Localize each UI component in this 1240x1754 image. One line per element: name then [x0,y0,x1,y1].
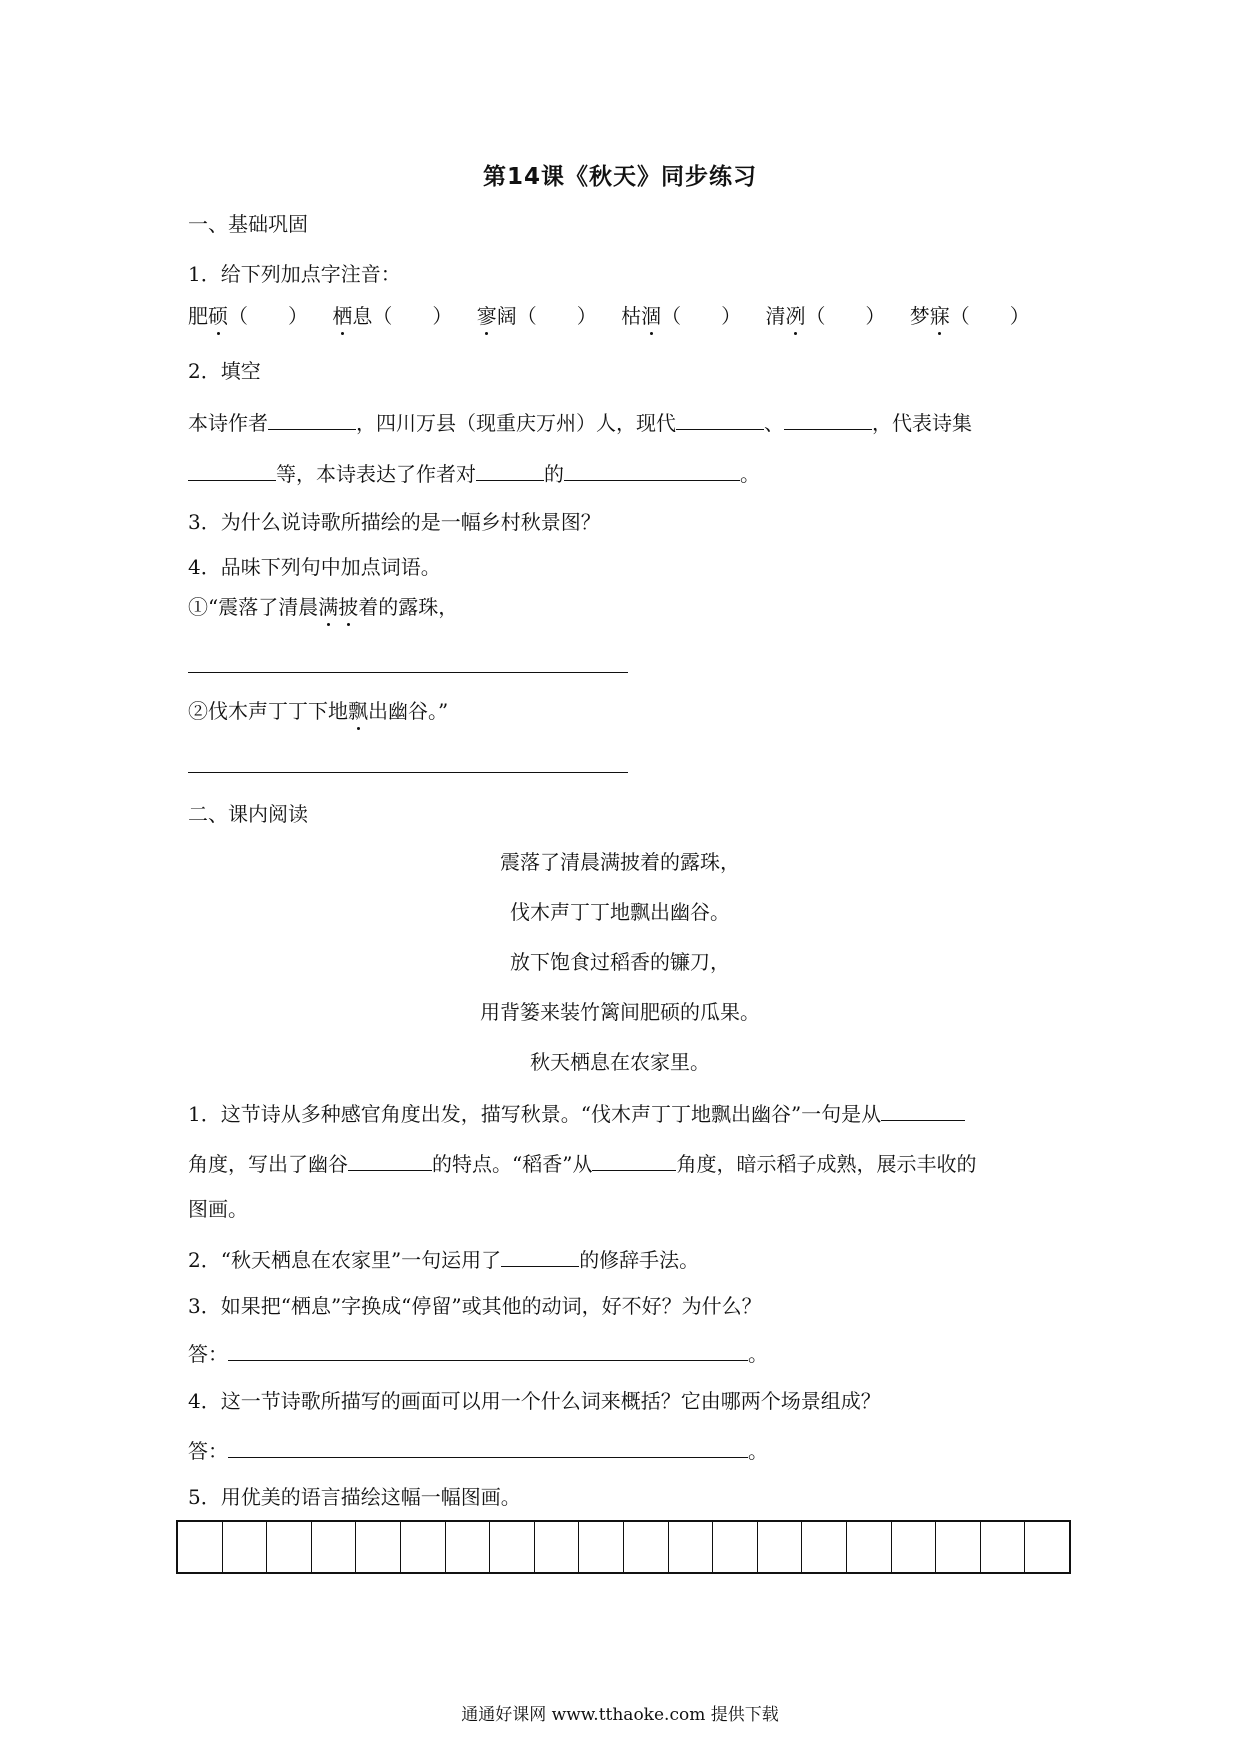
answer-line-q3: 答： 。 [188,1338,768,1368]
grid-cell[interactable] [892,1522,937,1572]
reading-question-5: 5．用优美的语言描绘这幅一幅图画。 [188,1485,521,1509]
dotted-char: 满 [318,595,339,619]
grid-cell[interactable] [802,1522,847,1572]
page-title: 第14课《秋天》同步练习 [482,164,757,190]
pinyin-item: 梦寐（ ） [909,304,1030,328]
reading-question-2: 2．“秋天栖息在农家里”一句运用了 的修辞手法。 [188,1244,699,1274]
grid-cell[interactable] [490,1522,535,1572]
answer-blank[interactable] [501,1244,579,1267]
answer-blank[interactable] [592,1148,676,1171]
pinyin-item: 栖息（ ） [332,304,453,328]
answer-blank[interactable] [881,1098,965,1121]
grid-cell[interactable] [178,1522,223,1572]
grid-cell[interactable] [624,1522,669,1572]
answer-blank[interactable] [228,1435,748,1458]
grid-cell[interactable] [758,1522,803,1572]
section2-heading: 二、课内阅读 [188,802,308,826]
section1-heading: 一、基础巩固 [188,212,308,236]
dotted-char: 寐 [929,304,950,328]
answer-blank[interactable] [564,458,740,481]
answer-blank[interactable] [784,407,872,430]
writing-grid[interactable] [176,1520,1071,1574]
grid-cell[interactable] [401,1522,446,1572]
grid-cell[interactable] [936,1522,981,1572]
answer-blank[interactable] [676,407,764,430]
reading-question-1-line-2: 角度，写出了幽谷 的特点。“稻香”从 角度，暗示稻子成熟，展示丰收的 [188,1148,976,1178]
answer-blank[interactable] [188,458,276,481]
answer-blank[interactable] [476,458,544,481]
grid-cell[interactable] [267,1522,312,1572]
grid-cell[interactable] [847,1522,892,1572]
reading-question-1-line-3: 图画。 [188,1197,248,1221]
fill-in-line-2: 等，本诗表达了作者对 的 。 [188,458,760,488]
pinyin-item: 清冽（ ） [765,304,886,328]
dotted-char: 涸 [641,304,662,328]
grid-cell[interactable] [356,1522,401,1572]
poem-line: 用背篓来装竹篱间肥硕的瓜果。 [480,1000,760,1024]
question-4-sentence-1: ①“震落了清晨满披着的露珠， [188,595,459,619]
grid-cell[interactable] [223,1522,268,1572]
grid-cell[interactable] [579,1522,624,1572]
poem-line: 震落了清晨满披着的露珠， [500,850,740,874]
poem-line: 秋天栖息在农家里。 [530,1050,710,1074]
pinyin-item: 枯涸（ ） [621,304,742,328]
question-2-label: 2．填空 [188,359,261,383]
answer-line-q4: 答： 。 [188,1435,768,1465]
dotted-char: 栖 [332,304,353,328]
grid-cell[interactable] [669,1522,714,1572]
question-3: 3．为什么说诗歌所描绘的是一幅乡村秋景图？ [188,510,601,534]
grid-cell[interactable] [713,1522,758,1572]
answer-blank[interactable] [228,1338,748,1361]
dotted-char: 飘 [348,699,368,723]
pinyin-item: 肥硕（ ） [188,304,308,328]
dotted-char: 硕 [208,304,228,328]
question-4-sentence-2: ②伐木声丁丁下地飘出幽谷。” [188,699,449,723]
question-4-label: 4．品味下列句中加点词语。 [188,555,441,579]
grid-cell[interactable] [981,1522,1026,1572]
reading-question-4: 4．这一节诗歌所描写的画面可以用一个什么词来概括？它由哪两个场景组成？ [188,1389,881,1413]
dotted-char: 寥 [476,304,497,328]
grid-cell[interactable] [1025,1522,1069,1572]
pinyin-row [188,302,1030,330]
dotted-char: 披 [338,595,359,619]
fill-in-line-1: 本诗作者 ，四川万县（现重庆万州）人，现代 、 ，代表诗集 [188,407,972,437]
answer-blank[interactable] [348,1148,432,1171]
grid-cell[interactable] [446,1522,491,1572]
answer-line[interactable] [188,772,628,773]
grid-cell[interactable] [535,1522,580,1572]
dotted-char: 冽 [785,304,806,328]
poem-line: 伐木声丁丁地飘出幽谷。 [510,900,730,924]
poem-line: 放下饱食过稻香的镰刀， [510,950,730,974]
answer-blank[interactable] [268,407,356,430]
question-1-label: 1．给下列加点字注音： [188,262,401,286]
grid-cell[interactable] [312,1522,357,1572]
answer-line[interactable] [188,672,628,673]
reading-question-3: 3．如果把“栖息”字换成“停留”或其他的动词，好不好？为什么？ [188,1294,762,1318]
pinyin-item: 寥阔（ ） [476,304,597,328]
reading-question-1-line-1: 1．这节诗从多种感官角度出发，描写秋景。“伐木声丁丁地飘出幽谷”一句是从 [188,1098,965,1128]
footer: 通通好课网 www.tthaoke.com 提供下载 [461,1705,779,1725]
